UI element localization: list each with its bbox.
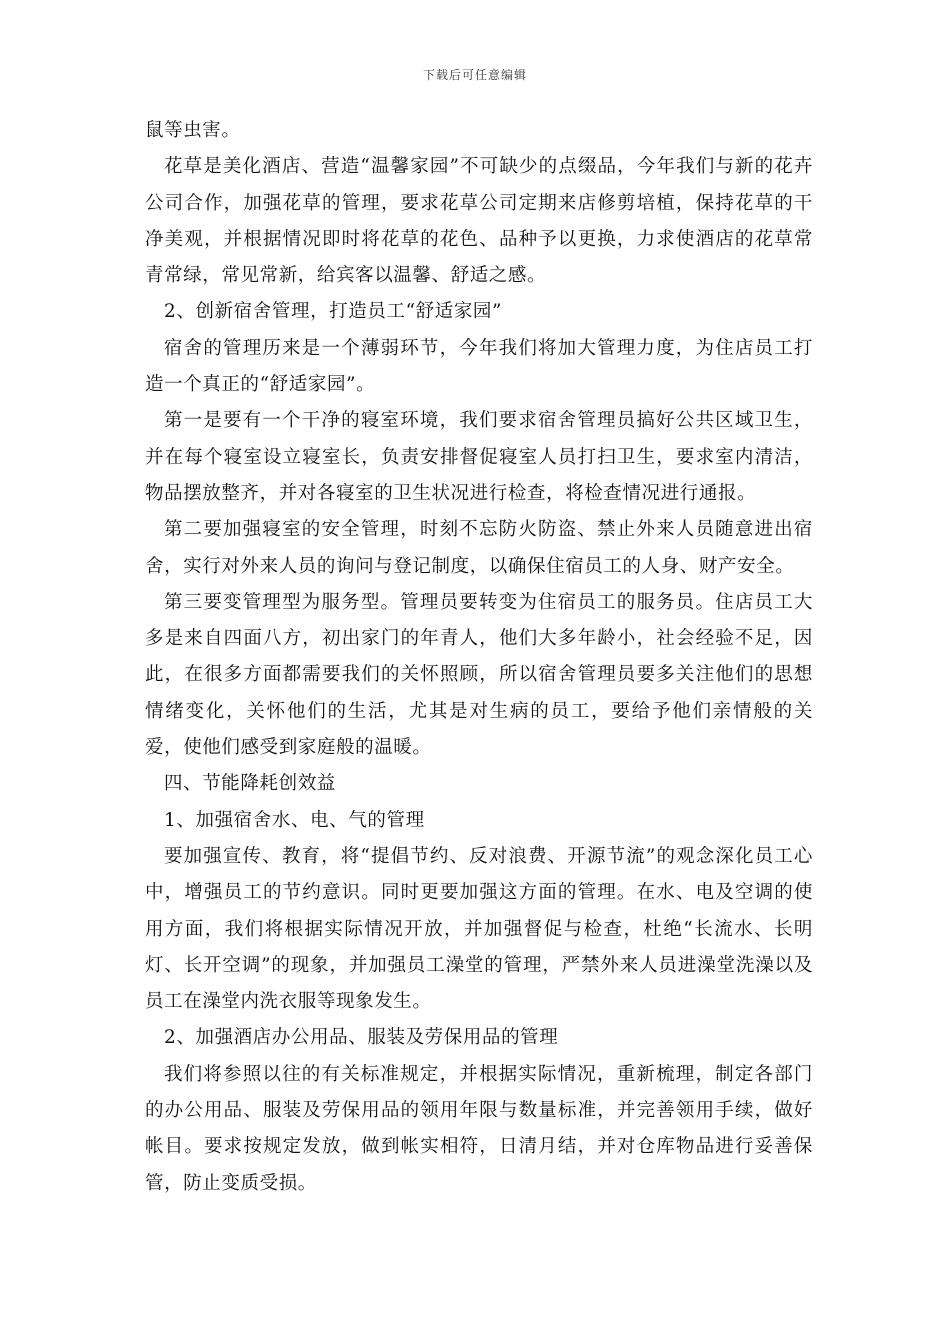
section-heading: 1、加强宿舍水、电、气的管理 [164, 809, 425, 831]
document-body [145, 113, 813, 1202]
section-heading: 四、节能降耗创效益 [164, 773, 336, 795]
page-header-note: 下载后可任意编辑 [422, 68, 527, 82]
section-heading: 2、创新宿舍管理，打造员工“舒适家园” [164, 301, 503, 323]
section-heading: 2、加强酒店办公用品、服装及劳保用品的管理 [164, 1027, 559, 1049]
paragraph: 第二要加强寝室的安全管理，时刻不忘防火防盗、禁止外来人员随意进出宿舍，实行对外来人员的询问与登记制度，以确保住宿员工的人身、财产安全。 [145, 519, 813, 577]
paragraph: 第三要变管理型为服务型。管理员要转变为住宿员工的服务员。住店员工大多是来自四面八方，初出家门的年青人，他们大多年龄小，社会经验不足，因此，在很多方面都需要我们的关怀照顾，所以宿舍管理员要多关注他们的思想情绪变化，关怀他们的生活，尤其是对生病的员工，要给予他们亲情般的关爱，使他们感受到家庭般的温暖。 [145, 591, 813, 759]
paragraph: 我们将参照以往的有关标准规定，并根据实际情况，重新梳理，制定各部门的办公用品、服装及劳保用品的领用年限与数量标准，并完善领用手续，做好帐目。要求按规定发放，做到帐实相符，日清月结，并对仓库物品进行妥善保管，防止变质受损。 [145, 1063, 813, 1194]
paragraph: 第一是要有一个干净的寝室环境，我们要求宿舍管理员搞好公共区域卫生，并在每个寝室设立寝室长，负责安排督促寝室人员打扫卫生，要求室内清洁，物品摆放整齐，并对各寝室的卫生状况进行检查，将检查情况进行通报。 [145, 410, 813, 504]
paragraph: 花草是美化酒店、营造“温馨家园”不可缺少的点缀品，今年我们与新的花卉公司合作，加强花草的管理，要求花草公司定期来店修剪培植，保持花草的干净美观，并根据情况即时将花草的花色、品种予以更换，力求使酒店的花草常青常绿，常见常新，给宾客以温馨、舒适之感。 [145, 156, 813, 287]
paragraph: 宿舍的管理历来是一个薄弱环节，今年我们将加大管理力度，为住店员工打造一个真正的“舒适家园”。 [145, 337, 813, 396]
paragraph: 要加强宣传、教育，将“提倡节约、反对浪费、开源节流”的观念深化员工心中，增强员工的节约意识。同时更要加强这方面的管理。在水、电及空调的使用方面，我们将根据实际情况开放，并加强督促与检查，杜绝“长流水、长明灯、长开空调”的现象，并加强员工澡堂的管理，严禁外来人员进澡堂洗澡以及员工在澡堂内洗衣服等现象发生。 [145, 845, 813, 1013]
paragraph: 鼠等虫害。 [145, 120, 241, 141]
